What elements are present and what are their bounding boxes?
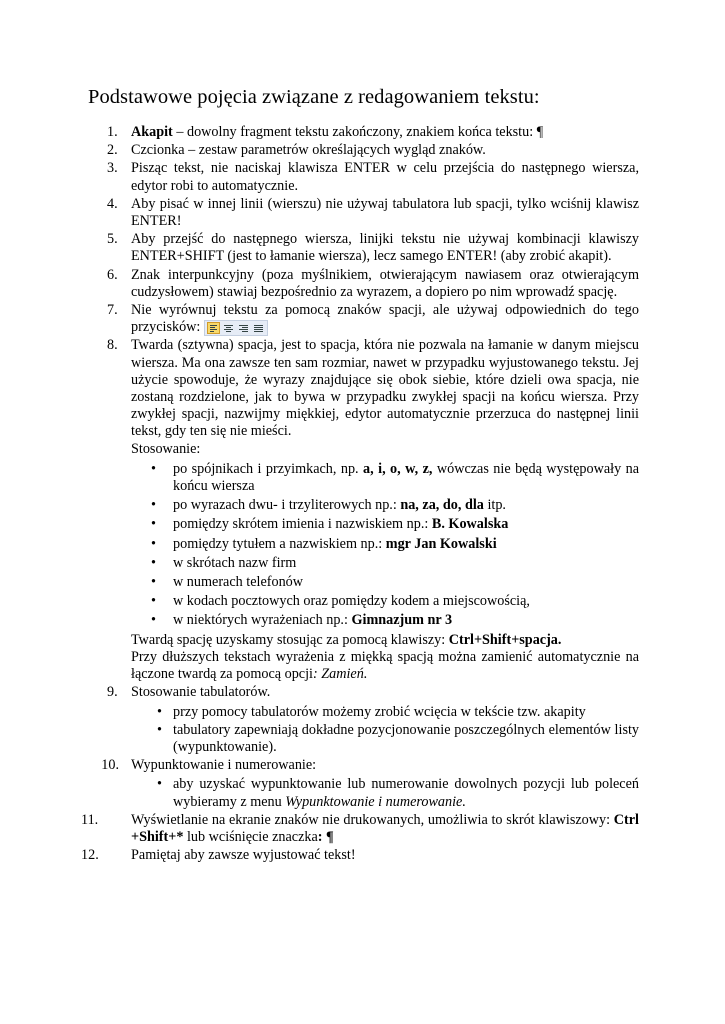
item-text: Aby przejść do następnego wiersza, linijki tekstu nie używaj kombinacji klawiszy ENTER+SHIFT (jest to łamanie wiersza), lecz samego ENTER! (aby zrobić akapit). [131,231,639,265]
tab-bullet-list [131,704,639,757]
list-item-6 [107,266,639,301]
item-number: 8. [107,337,118,354]
numbered-list [81,124,639,865]
item-number: 2. [107,142,118,159]
item-number: 12. [81,847,99,864]
item-text: Pisząc tekst, nie naciskaj klawisza ENTER w celu przejścia do następnego wiersza, edytor robi to automatycznie. [131,160,639,194]
list-item: • w skrótach nazw firm [151,554,297,571]
list-item-4 [107,195,639,230]
auto-replace-note: Przy dłuższych tekstach wyrażenia z miękką spacją można zamienić automatycznie na łączone twardą za pomocą opcji: Zamień. [131,648,639,683]
document-title: Podstawowe pojęcia związane z redagowaniem tekstu: [88,86,540,108]
list-item: • tabulatory zapewniają dokładne pozycjonowanie poszczególnych elementów listy (wypunktowanie). [157,721,639,755]
list-item: • po wyrazach dwu- i trzyliterowych np.: na, za, do, dla itp. [151,497,506,514]
item-text: Twarda (sztywna) spacja, jest to spacja, która nie pozwala na łamanie w danym miejscu wiersza. Ma ona zawsze ten sam rozmiar, nawet w przypadku wyjustowanego tekstu. Jej użycie spowoduje, że wyrazy znajdujące się obok siebie, które dzieli owa spacja, nie zostaną rozdzielone, jak to bywa w przypadku zwykłej spacji na końcu wiersza. Przy zwykłej spacji, nazwijmy miękkiej, edytor automatycznie przerzuca do następnej linii tekst, gdy ten się nie mieści. [131,337,639,440]
item-text: – dowolny fragment tekstu zakończony, znakiem końca tekstu: ¶ [172,124,544,140]
item-number: 5. [107,231,118,248]
bullet-icon: • [157,721,162,738]
item-number: 11. [81,811,99,828]
item-number: 7. [107,302,118,319]
alignment-buttons [204,320,268,336]
pilcrow-symbol: : ¶ [317,828,334,845]
item-number: 1. [107,124,118,140]
bullet-icon: • [151,574,156,591]
item-number: 10. [101,757,119,774]
item-text: Czcionka – zestaw parametrów określających wygląd znaków. [131,142,486,159]
align-left-icon [207,322,220,334]
bullet-icon: • [151,497,156,514]
numbering-bullet-list [131,776,639,810]
bullet-icon: • [151,554,156,571]
bullet-icon: • [151,612,156,629]
item-text: Aby pisać w innej linii (wierszu) nie używaj tabulatora lub spacji, tylko wciśnij klawisz ENTER! [131,195,639,230]
list-item: • pomiędzy tytułem a nazwiskiem np.: mgr Jan Kowalski [151,535,497,552]
term-akapit: Akapit [131,124,173,140]
list-item-8 [107,337,639,683]
bullet-icon: • [157,776,162,793]
bullet-icon: • [151,535,156,552]
item-text: Pamiętaj aby zawsze wyjustować tekst! [131,847,356,864]
list-item: • w numerach telefonów [151,574,304,591]
shortcut-keys: Ctrl +Shift+* [131,811,639,845]
item-text: Nie wyrównuj tekstu za pomocą znaków spacji, ale używaj odpowiednich do tego przycisków: [131,302,639,336]
bullet-icon: • [151,593,156,610]
align-justify-icon [252,322,265,334]
list-item-3 [107,160,639,194]
item-text: Znak interpunkcyjny (poza myślnikiem, otwierającym nawiasem oraz otwierającym cudzysłowem) stawiaj bezpośrednio za wyrazem, a dopiero po nim wprowadź spację. [131,266,639,300]
item-number: 6. [107,266,118,283]
bullet-icon: • [157,703,162,720]
list-item-9 [107,684,639,756]
list-item: • w kodach pocztowych oraz pomiędzy kodem a miejscowością, [151,593,530,610]
list-item: • pomiędzy skrótem imienia i nazwiskiem np.: B. Kowalska [151,516,509,533]
list-item: • przy pomocy tabulatorów możemy zrobić wcięcia w tekście tzw. akapity [157,703,586,720]
list-item: • w niektórych wyrażeniach np.: Gimnazjum nr 3 [151,612,453,629]
list-item-2 [107,142,639,159]
item-text: Stosowanie tabulatorów. [131,684,271,701]
hard-space-shortcut: Twardą spację uzyskamy stosując za pomocą klawiszy: Ctrl+Shift+spacja. [131,631,562,648]
usage-label: Stosowanie: [131,440,201,457]
list-item-5 [107,231,639,265]
list-item-12 [81,847,639,864]
list-item-11: 11. Wyświetlanie na ekranie znaków nie drukowanych, umożliwia to skrót klawiszowy: Ctrl +Shift+* lub wciśnięcie znaczka: ¶ [81,811,639,845]
item-number: 9. [107,684,118,701]
item-text: Wypunktowanie i numerowanie: [131,757,317,774]
bullet-icon: • [151,516,156,533]
align-center-icon [222,322,235,334]
item-number: 4. [107,195,118,212]
list-item: • aby uzyskać wypunktowanie lub numerowanie dowolnych pozycji lub poleceń wybieramy z menu Wypunktowanie i numerowanie. [157,776,639,810]
list-item-7 [107,302,639,336]
item-text: Wyświetlanie na ekranie znaków nie drukowanych, umożliwia to skrót klawiszowy: [131,811,614,828]
item-number: 3. [107,160,118,177]
align-right-icon [237,322,250,334]
bullet-icon: • [151,460,156,477]
list-item: • po spójnikach i przyimkach, np. a, i, o, w, z, wówczas nie będą występowały na końcu wiersza [151,460,639,495]
list-item-10 [101,757,639,811]
list-item-1 [107,124,639,141]
usage-bullet-list [131,461,639,630]
